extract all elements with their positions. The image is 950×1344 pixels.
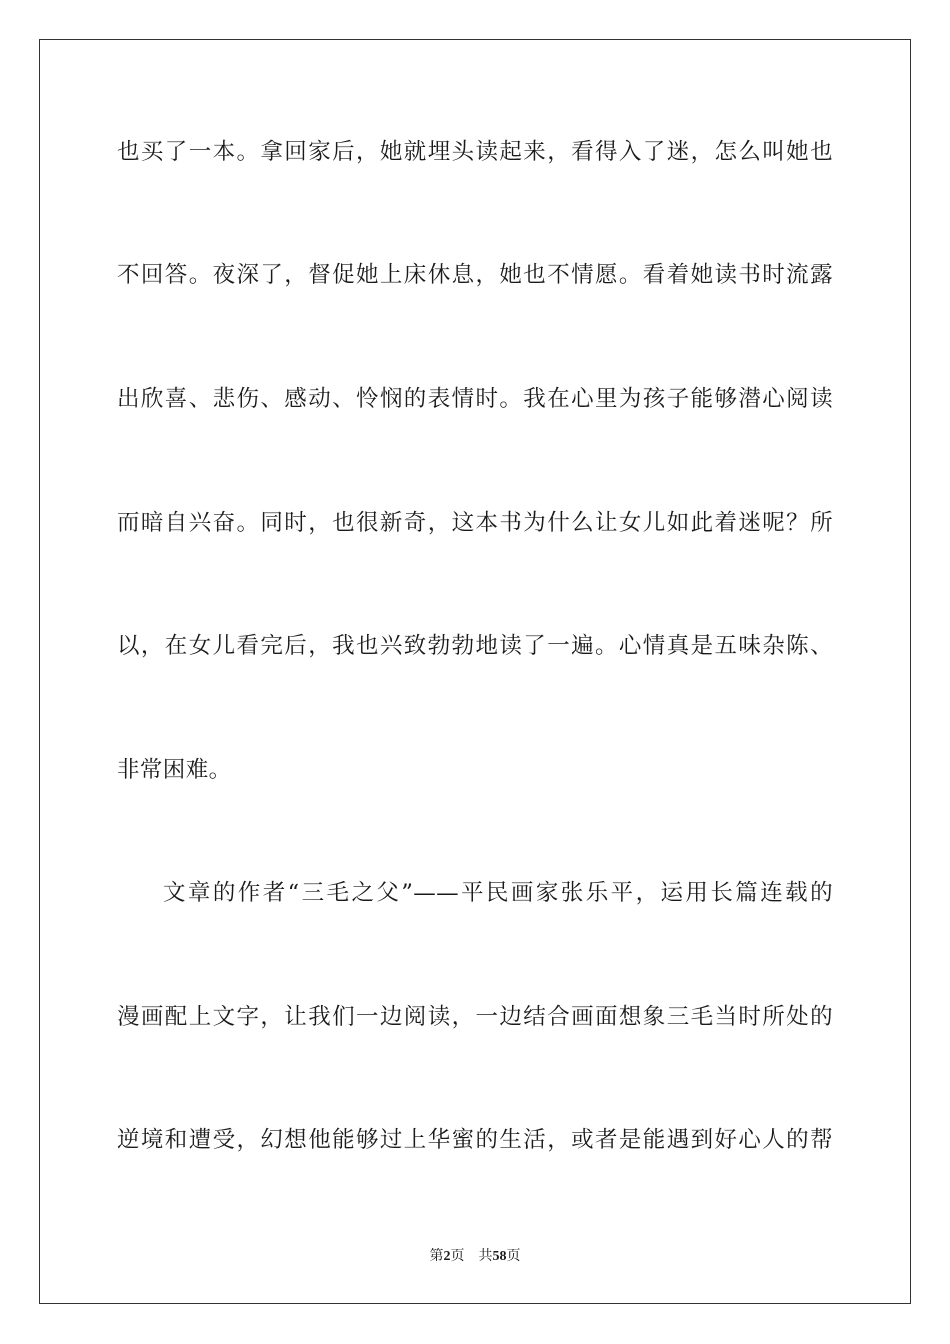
total-label-suffix: 页 — [506, 1248, 521, 1264]
body-text-line-3: 出欣喜、悲伤、感动、怜悯的表情时。我在心里为孩子能够潜心阅读 — [117, 386, 833, 412]
page-label-prefix: 第 — [429, 1248, 444, 1264]
page-footer — [0, 1246, 950, 1267]
total-label-prefix: 共 — [478, 1248, 493, 1264]
page-label-suffix: 页 — [450, 1248, 465, 1264]
body-text-line-9: 逆境和遭受，幻想他能够过上华蜜的生活，或者是能遇到好心人的帮 — [117, 1127, 833, 1153]
page-border — [39, 39, 911, 1304]
body-text-line-6: 非常困难。 — [117, 757, 232, 783]
body-text-line-5: 以，在女儿看完后，我也兴致勃勃地读了一遍。心情真是五味杂陈、 — [117, 633, 833, 659]
body-text-line-4: 而暗自兴奋。同时，也很新奇，这本书为什么让女儿如此着迷呢？所 — [117, 510, 833, 536]
body-text-line-7: 文章的作者“三毛之父”——平民画家张乐平，运用长篇连载的 — [163, 880, 833, 906]
page-total-number: 58 — [492, 1249, 507, 1264]
body-text-line-2: 不回答。夜深了，督促她上床休息，她也不情愿。看着她读书时流露 — [117, 262, 833, 288]
body-text-line-8: 漫画配上文字，让我们一边阅读，一边结合画面想象三毛当时所处的 — [117, 1004, 833, 1030]
body-text-line-1: 也买了一本。拿回家后，她就埋头读起来，看得入了迷，怎么叫她也 — [117, 139, 833, 165]
page-current-number: 2 — [443, 1249, 451, 1264]
